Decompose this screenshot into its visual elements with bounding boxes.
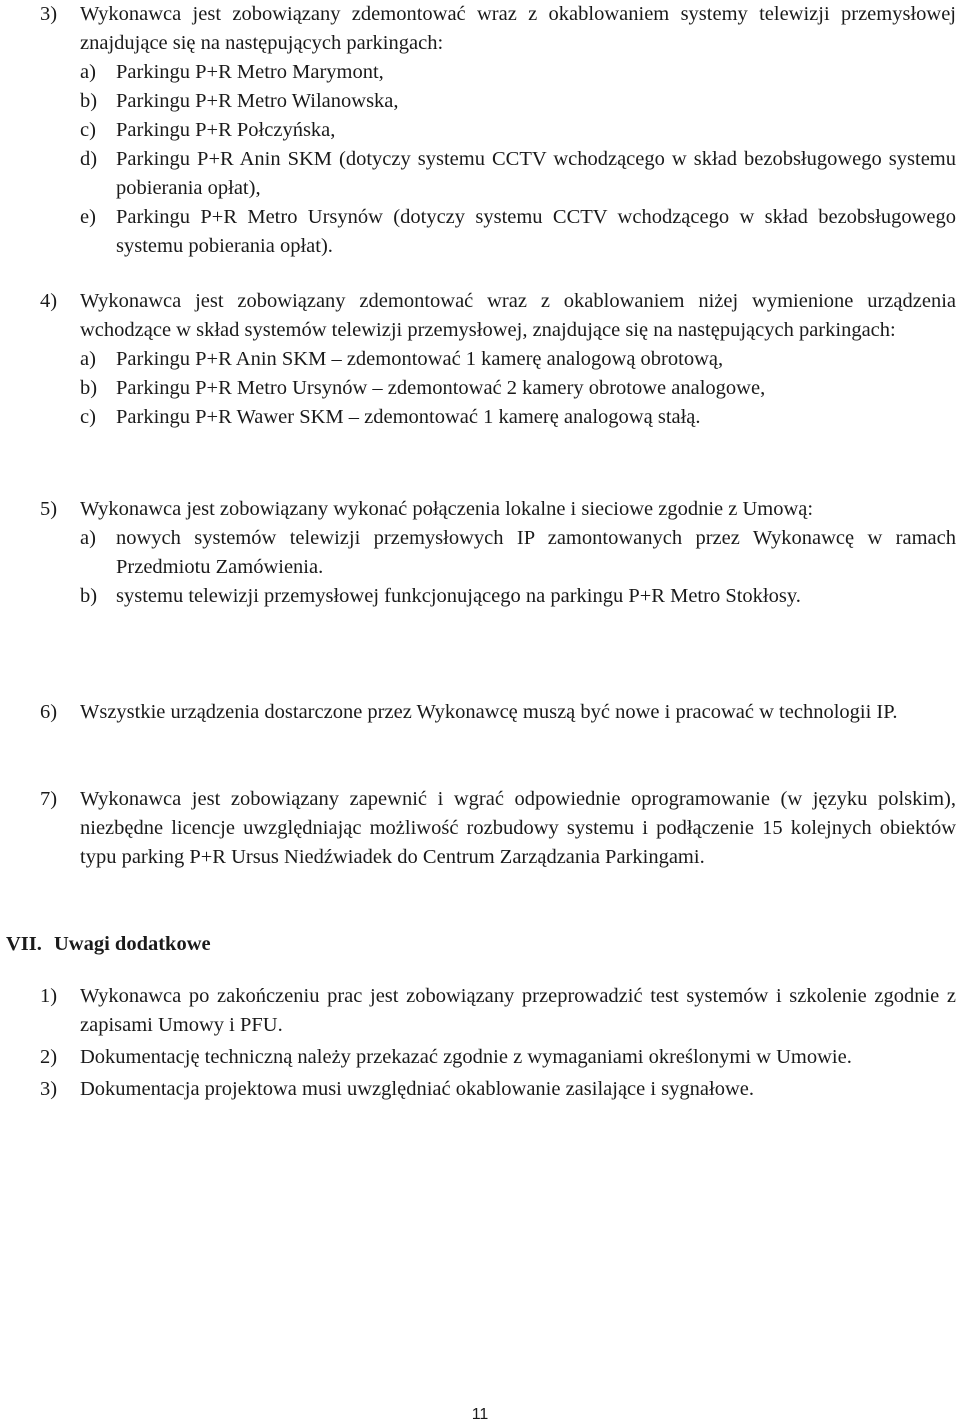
- section-title: Uwagi dodatkowe: [54, 933, 211, 955]
- sub-text: systemu telewizji przemysłowej funkcjonującego na parkingu P+R Metro Stokłosy.: [116, 585, 801, 607]
- sub-number: a): [80, 527, 96, 549]
- list-text: Wszystkie urządzenia dostarczone przez Wykonawcę muszą być nowe i pracować w technologii IP.: [80, 701, 898, 723]
- sub-number: c): [80, 406, 96, 428]
- sub-item: [80, 582, 956, 611]
- sub-item: [80, 145, 956, 203]
- sub-text: Parkingu P+R Wawer SKM – zdemontować 1 kamerę analogową stałą.: [116, 406, 701, 428]
- sub-text: Parkingu P+R Połczyńska,: [116, 119, 336, 141]
- section-item: [40, 1075, 956, 1104]
- sub-number: a): [80, 348, 96, 370]
- list-number: 3): [40, 3, 58, 25]
- list-number: 5): [40, 498, 58, 520]
- sub-text: nowych systemów telewizji przemysłowych IP zamontowanych przez Wykonawcę w ramach Przedmiotu Zamówienia.: [116, 527, 956, 578]
- list-item-5: [40, 495, 956, 611]
- sub-text: Parkingu P+R Metro Ursynów (dotyczy systemu CCTV wchodzącego w skład bezobsługowego systemu pobierania opłat).: [116, 206, 956, 257]
- section-list: [40, 982, 956, 1104]
- sub-text: Parkingu P+R Metro Wilanowska,: [116, 90, 399, 112]
- sub-text: Parkingu P+R Anin SKM (dotyczy systemu CCTV wchodzącego w skład bezobsługowego systemu pobierania opłat),: [116, 148, 956, 199]
- list-number: 4): [40, 290, 58, 312]
- sub-number: a): [80, 61, 96, 83]
- sub-item: [80, 87, 956, 116]
- list-text: Wykonawca jest zobowiązany zapewnić i wgrać odpowiednie oprogramowanie (w języku polskim), niezbędne licencje uwzględniając możliwość rozbudowy systemu i podłączenie 15 kolejnych obiektów typu parking P+R Ursus Niedźwiadek do Centrum Zarządzania Parkingami.: [80, 788, 956, 868]
- sub-text: Parkingu P+R Anin SKM – zdemontować 1 kamerę analogową obrotową,: [116, 348, 724, 370]
- list-number: 3): [40, 1078, 58, 1100]
- section-number: VII.: [6, 933, 42, 955]
- list-text: Dokumentację techniczną należy przekazać zgodnie z wymaganiami określonymi w Umowie.: [80, 1046, 852, 1068]
- page-number: 11: [471, 1406, 489, 1423]
- sub-number: e): [80, 206, 96, 228]
- list-item-7: [40, 785, 956, 872]
- list-text: Wykonawca jest zobowiązany wykonać połączenia lokalne i sieciowe zgodnie z Umową:: [80, 498, 814, 520]
- list-text: Wykonawca po zakończeniu prac jest zobowiązany przeprowadzić test systemów i szkolenie zgodnie z zapisami Umowy i PFU.: [80, 985, 956, 1036]
- list-number: 2): [40, 1046, 58, 1068]
- section-item: [40, 982, 956, 1040]
- section-heading: [6, 930, 211, 959]
- section-item: [40, 1043, 956, 1072]
- sub-number: b): [80, 90, 98, 112]
- sub-item: [80, 58, 956, 87]
- list-number: 6): [40, 701, 58, 723]
- list-number: 1): [40, 985, 58, 1007]
- sub-number: d): [80, 148, 98, 170]
- sub-number: b): [80, 377, 98, 399]
- list-text: Wykonawca jest zobowiązany zdemontować wraz z okablowaniem niżej wymienione urządzenia wchodzące w skład systemów telewizji przemysłowej, znajdujące się na następujących parkingach:: [80, 290, 956, 341]
- sub-text: Parkingu P+R Metro Marymont,: [116, 61, 384, 83]
- list-number: 7): [40, 788, 58, 810]
- list-item-4: [40, 287, 956, 432]
- sub-text: Parkingu P+R Metro Ursynów – zdemontować 2 kamery obrotowe analogowe,: [116, 377, 766, 399]
- sub-number: b): [80, 585, 98, 607]
- list-text: Wykonawca jest zobowiązany zdemontować wraz z okablowaniem systemy telewizji przemysłowej znajdujące się na następujących parkingach:: [80, 3, 956, 54]
- sub-item: [80, 403, 956, 432]
- list-item-6: [40, 698, 956, 727]
- sub-item: [80, 524, 956, 582]
- sub-item: [80, 116, 956, 145]
- list-text: Dokumentacja projektowa musi uwzględniać okablowanie zasilające i sygnałowe.: [80, 1078, 754, 1100]
- sub-item: [80, 345, 956, 374]
- sub-item: [80, 374, 956, 403]
- sub-item: [80, 203, 956, 261]
- sub-number: c): [80, 119, 96, 141]
- list-item-3: [40, 0, 956, 261]
